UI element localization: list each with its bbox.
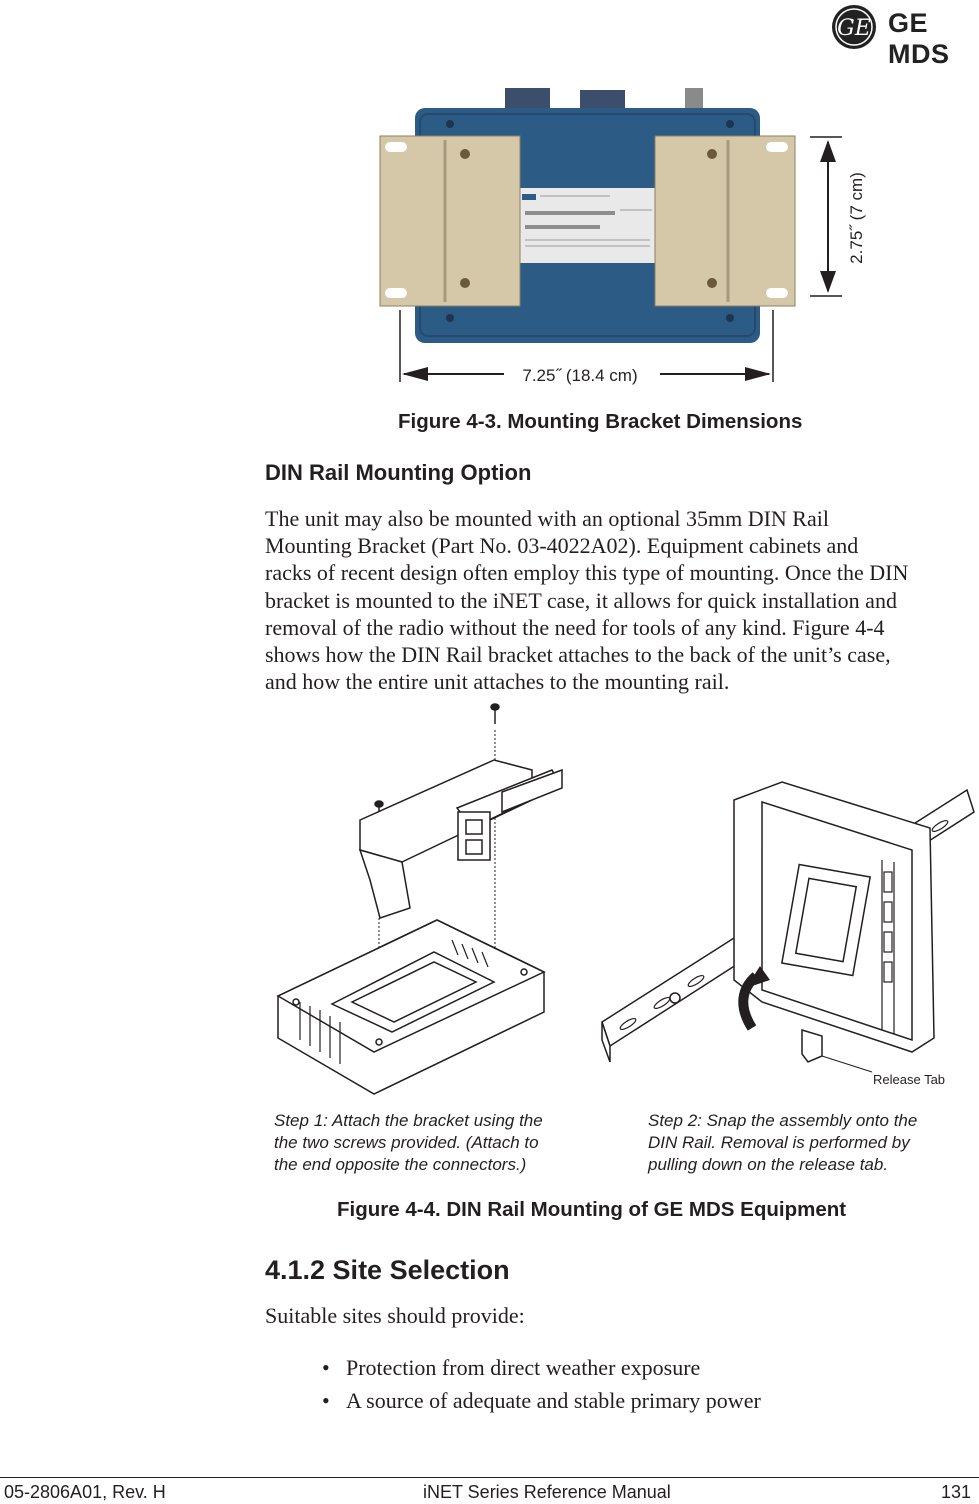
figure-4-4-caption: Figure 4-4. DIN Rail Mounting of GE MDS Equipment (337, 1198, 847, 1221)
figure-4-3-caption: Figure 4-3. Mounting Bracket Dimensions (398, 410, 803, 433)
body-line: shows how the DIN Rail bracket attaches to the back of the unit’s case, (265, 642, 891, 668)
dimension-height-label: 2.75˝ (7 cm) (847, 172, 866, 264)
brand-text: GE MDS (888, 8, 950, 69)
list-item (322, 1388, 761, 1421)
site-requirements-list (322, 1355, 761, 1421)
footer-divider (0, 1477, 979, 1478)
step-line: the end opposite the connectors.) (274, 1155, 527, 1174)
body-line: The unit may also be mounted with an optional 35mm DIN Rail (265, 506, 829, 531)
body-line: and how the entire unit attaches to the mounting rail. (265, 669, 730, 695)
din-rail-figure (262, 690, 978, 1100)
list-item-text: A source of adequate and stable primary power (346, 1388, 761, 1413)
release-tab-label: Release Tab (873, 1072, 946, 1087)
step-line: Step 2: Snap the assembly onto the (648, 1111, 918, 1130)
step-2-text (648, 1110, 958, 1176)
step-line: the two screws provided. (Attach to (274, 1133, 539, 1152)
step-line: DIN Rail. Removal is performed by (648, 1133, 910, 1152)
footer-doc-number: 05-2806A01, Rev. H (4, 1482, 166, 1502)
bullet-icon: • (322, 1388, 330, 1413)
site-selection-heading: 4.1.2 Site Selection (265, 1255, 510, 1285)
din-section-body (265, 505, 977, 695)
svg-text:GE: GE (837, 16, 871, 41)
body-line: Mounting Bracket (Part No. 03-4022A02). Equipment cabinets and (265, 533, 859, 559)
list-item-text: Protection from direct weather exposure (346, 1355, 701, 1380)
site-selection-intro: Suitable sites should provide: (265, 1303, 525, 1328)
step-line: pulling down on the release tab. (648, 1155, 889, 1174)
step-1-text (274, 1110, 574, 1176)
body-line: removal of the radio without the need for tools of any kind. Figure 4-4 (265, 614, 885, 640)
body-line: racks of recent design often employ this type of mounting. Once the DIN (265, 560, 909, 586)
footer-page-number: 131 (941, 1482, 972, 1502)
bullet-icon: • (322, 1355, 330, 1380)
din-section-heading: DIN Rail Mounting Option (265, 460, 532, 485)
list-item (322, 1355, 761, 1388)
footer-manual-title: iNET Series Reference Manual (423, 1482, 671, 1502)
body-line: bracket is mounted to the iNET case, it allows for quick installation and (265, 587, 897, 613)
dimension-width-label: 7.25˝ (18.4 cm) (522, 366, 638, 385)
mounting-bracket-figure (370, 80, 870, 400)
step-line: Step 1: Attach the bracket using the (274, 1111, 543, 1130)
